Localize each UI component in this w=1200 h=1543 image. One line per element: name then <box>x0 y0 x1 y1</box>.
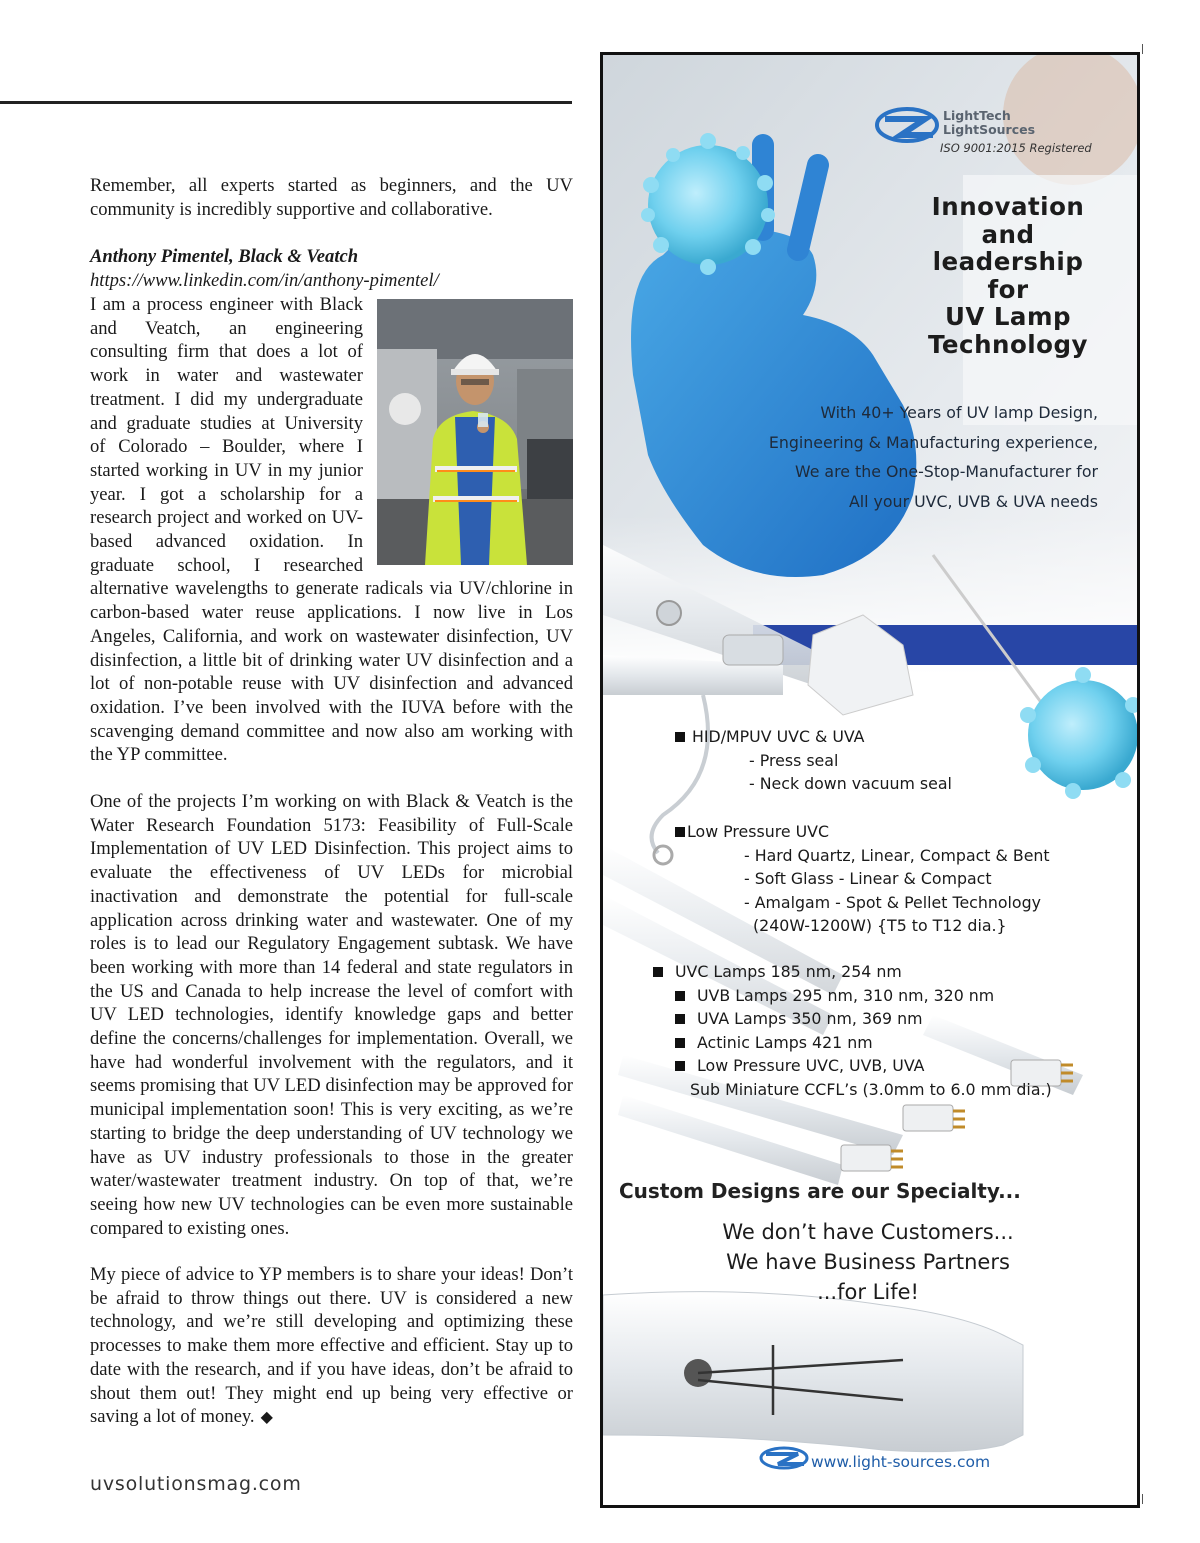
intro-paragraph: Remember, all experts started as beginners, and the UV community is incredibly supportive and collaborative. <box>90 175 573 220</box>
headline-line: and <box>981 219 1035 249</box>
hid-title: HID/MPUV UVC & UVA <box>692 727 865 746</box>
bullet-square-icon <box>675 1061 685 1071</box>
bullet-square-icon <box>675 1038 685 1048</box>
article-paragraph-1: I am a process engineer with Black and Veatch, an engineering consulting firm that does a lot of work in water and wastewater treatment. I did my undergraduate and graduate studies at University of Colorado – Boulder, where I started working in UV in my junior year. I got a scholarship for a research project and worked on UV-based advanced oxidation. In graduate school, I researched alternative wavelengths to generate radicals via UV/chlorine in carbon-based water reuse applications. I now live in Los Angeles, California, and work on wastewater disinfection, UV disinfection, a little bit of drinking water UV disinfection and a lot of non-potable reuse with UV disinfection and advanced oxidation. I’ve been involved with the IUVA before with the scavenging demand committee and now also am working with the YP committee. <box>90 294 573 766</box>
lamp-item: UVB Lamps 295 nm, 310 nm, 320 nm <box>697 985 995 1005</box>
low-pressure-item: - Amalgam - Spot & Pellet Technology <box>744 892 1041 912</box>
bullet-square-icon <box>675 827 685 837</box>
headline-line: Technology <box>927 329 1089 359</box>
end-mark-icon: ◆ <box>260 1409 273 1427</box>
tagline-line: All your UVC, UVB & UVA needs <box>848 491 1098 511</box>
hid-item: - Neck down vacuum seal <box>749 774 952 794</box>
brand-name <box>943 109 1035 137</box>
lamp-item: UVC Lamps 185 nm, 254 nm <box>675 962 902 981</box>
lamp-wavelength-list <box>653 960 1052 1102</box>
lamp-item: Actinic Lamps 421 nm <box>697 1032 873 1052</box>
lamp-item: Sub Miniature CCFL’s (3.0mm to 6.0 mm dia.) <box>690 1079 1052 1099</box>
ad-headline <box>893 193 1123 359</box>
low-pressure-title: Low Pressure UVC <box>687 822 830 841</box>
bullet-square-icon <box>675 991 685 1001</box>
ad-tagline <box>723 398 1098 516</box>
headline-line: Innovation <box>931 192 1085 221</box>
partners-line: We don’t have Customers... <box>722 1220 1014 1244</box>
article-paragraph-3 <box>90 1263 573 1430</box>
hid-item: - Press seal <box>749 750 839 770</box>
crop-mark <box>1142 1494 1143 1504</box>
partners-line: ...for Life! <box>817 1280 919 1304</box>
author-linkedin-link[interactable]: https://www.linkedin.com/in/anthony-pimentel/ <box>90 269 439 291</box>
brand-line-2: LightSources <box>943 122 1036 137</box>
crop-mark <box>1142 44 1143 54</box>
bullet-square-icon <box>653 967 663 977</box>
article-paragraph-2: One of the projects I’m working on with Black & Veatch is the Water Research Foundation 5173: Feasibility of Full-Scale Implementation of UV LED Disinfection. This project aims to evaluate the effectiveness of UV LEDs for microbial inactivation and demonstrate the potential for full-scale application across drinking water and wastewater. One of my roles is to lead our Regulatory Engagement subtask. We have been working with more than 14 federal and state regulators in the US and Canada to help increase the level of comfort with UV LED technologies, identify knowledge gaps and better define the concerns/challenges for implementation. Overall, we have had wonderful involvement with the regulators, and it seems promising that UV LED disinfection may be approved for municipal implementation soon! This is very exciting, as we’re starting to bridge the deep understanding of UV technology we have as UV industry professionals to those in the greater water/wastewater treatment industry. On top of that, we’re seeing how new UV technologies can be even more sustainable compared to existing ones. <box>90 791 573 1239</box>
low-pressure-item: - Hard Quartz, Linear, Compact & Bent <box>744 845 1050 865</box>
iso-certification: ISO 9001:2015 Registered <box>940 141 1092 155</box>
paragraph-3-text: My piece of advice to YP members is to share your ideas! Don’t be afraid to throw things out there. UV is considered a new technology, and we’re still developing and optimizing these processes to make them more effective and efficient. Stay up to date with the research, and if you have ideas, don’t be afraid to shout them out! They might end up being very effective or saving a lot of money. <box>90 1264 573 1428</box>
headline-line: for <box>987 274 1029 304</box>
author-name: Anthony Pimentel, Black & Veatch <box>90 246 359 267</box>
low-pressure-list <box>675 820 1050 938</box>
website-link[interactable]: www.light-sources.com <box>811 1453 991 1471</box>
small-logo-icon <box>758 1445 810 1471</box>
bullet-square-icon <box>675 732 685 742</box>
author-byline <box>90 245 573 292</box>
hid-list <box>675 725 952 796</box>
brand-line-1: LightTech <box>943 108 1011 123</box>
headline-line: leadership <box>932 247 1084 277</box>
lamp-item: UVA Lamps 350 nm, 369 nm <box>697 1009 923 1029</box>
bullet-square-icon <box>675 1014 685 1024</box>
low-pressure-item: - Soft Glass - Linear & Compact <box>744 869 992 889</box>
partners-slogan <box>703 1217 1033 1307</box>
lamp-item: Low Pressure UVC, UVB, UVA <box>697 1056 925 1076</box>
top-rule <box>0 101 572 104</box>
headline-line: UV Lamp <box>944 302 1072 332</box>
lighttech-advertisement <box>600 52 1140 1508</box>
tagline-line: Engineering & Manufacturing experience, <box>768 432 1098 452</box>
tagline-line: With 40+ Years of UV lamp Design, <box>820 403 1098 422</box>
low-pressure-item: (240W-1200W) {T5 to T12 dia.} <box>753 916 1007 936</box>
author-photo <box>377 299 573 565</box>
footer-site: uvsolutionsmag.com <box>90 1473 302 1495</box>
tagline-line: We are the One-Stop-Manufacturer for <box>795 462 1098 482</box>
custom-designs-slogan: Custom Designs are our Specialty... <box>619 1179 1021 1203</box>
partners-line: We have Business Partners <box>726 1250 1010 1274</box>
